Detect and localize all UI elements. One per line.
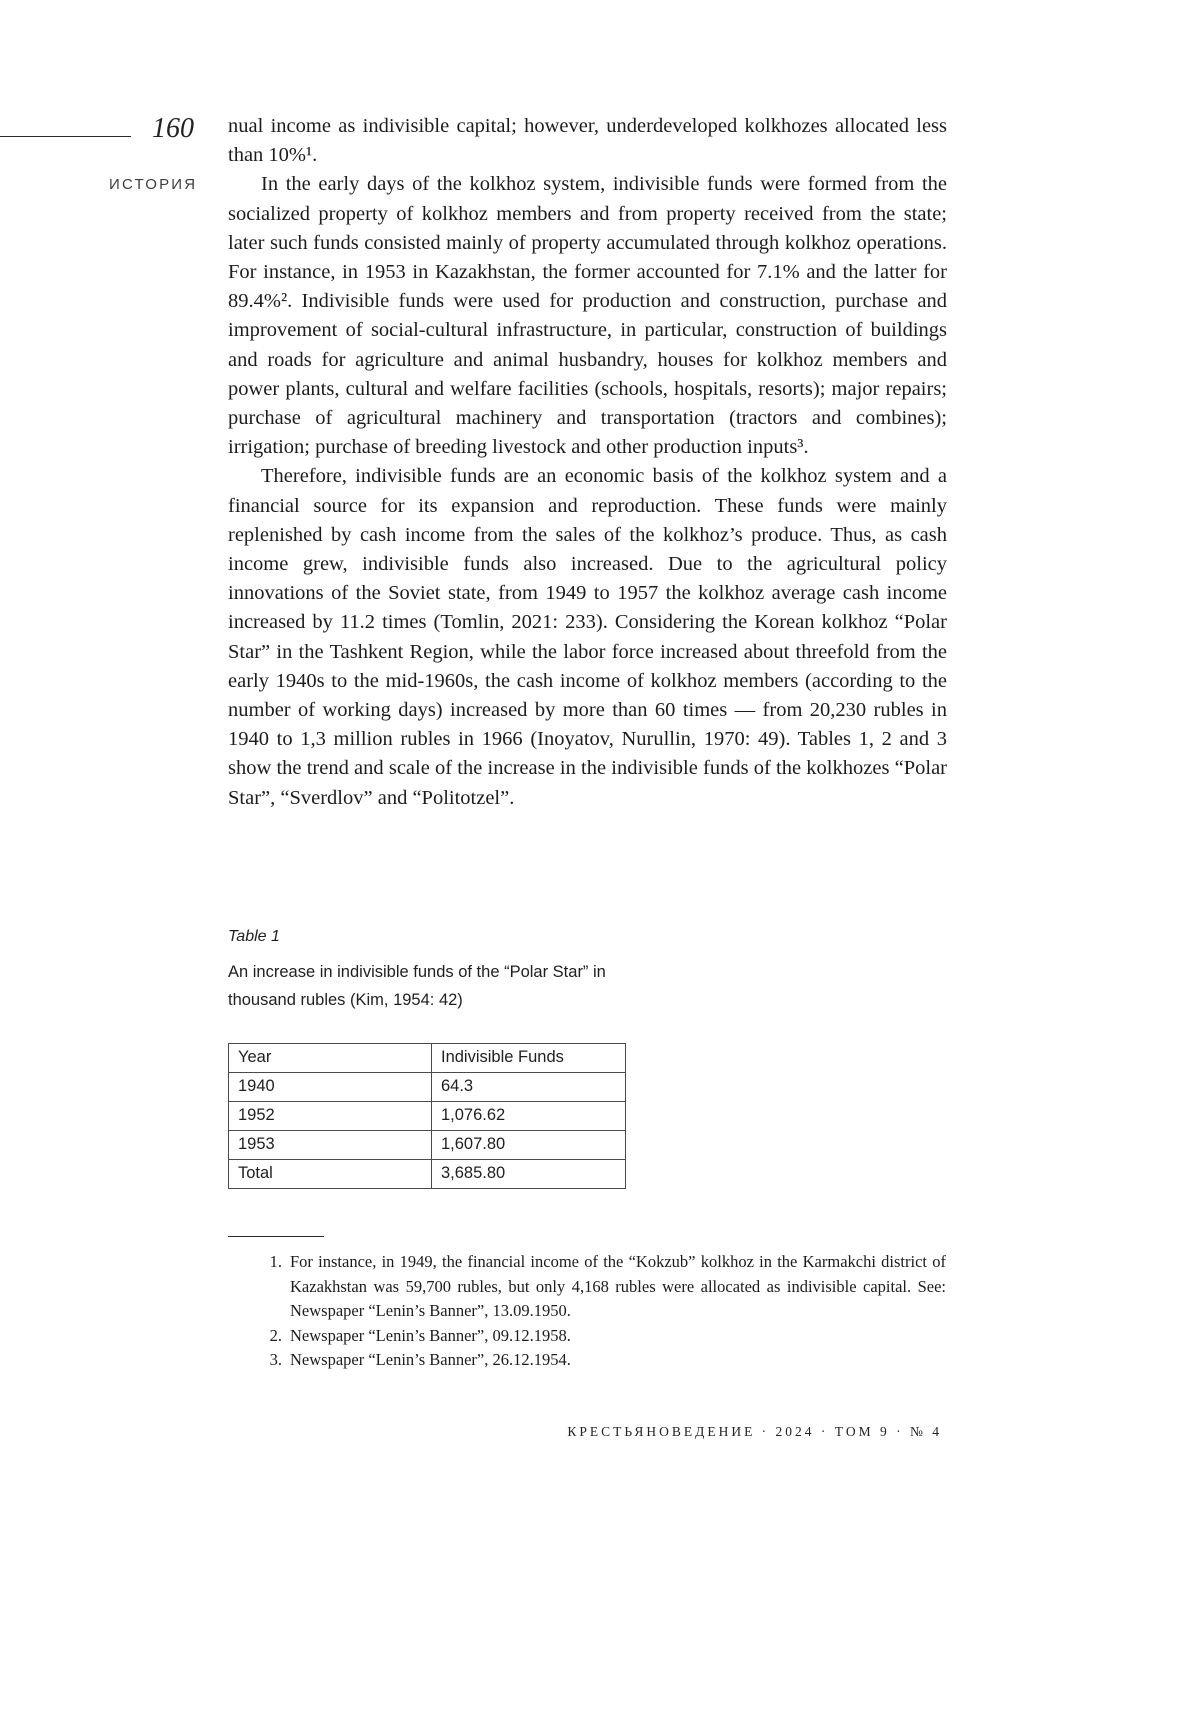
- table-caption: An increase in indivisible funds of the “Polar Star” in thousand rubles (Kim, 1954: 42): [228, 963, 606, 1009]
- article-body: [228, 112, 947, 813]
- table-cell: 1952: [229, 1102, 432, 1131]
- paragraph: In the early days of the kolkhoz system, indivisible funds were formed from the socialized property of kolkhoz members and from property received from the state; later such funds consisted mainly of property accumulated through kolkhoz operations. For instance, in 1953 in Kazakhstan, the former accounted for 7.1% and the latter for 89.4%². Indivisible funds were used for production and construction, purchase and improvement of social-cultural infrastructure, in particular, construction of buildings and roads for agriculture and animal husbandry, houses for kolkhoz members and power plants, cultural and welfare facilities (schools, hospitals, resorts); major repairs; purchase of agricultural machinery and transportation (tractors and combines); irrigation; purchase of breeding livestock and other production inputs³.: [228, 173, 947, 459]
- table-header-row: [229, 1044, 626, 1073]
- journal-footer: КРЕСТЬЯНОВЕДЕНИЕ · 2024 · ТОМ 9 · № 4: [567, 1424, 942, 1439]
- table-label: Table 1: [228, 928, 280, 945]
- paragraph: nual income as indivisible capital; however, underdeveloped kolkhozes allocated less than 10%¹.: [228, 115, 947, 167]
- section-label: ИСТОРИЯ: [109, 176, 198, 193]
- footnote: [258, 1348, 946, 1373]
- table-cell: 3,685.80: [432, 1160, 626, 1189]
- table-row: [229, 1131, 626, 1160]
- table-cell: 1,076.62: [432, 1102, 626, 1131]
- footnote-rule: [228, 1236, 324, 1237]
- footnote-text: Newspaper “Lenin’s Banner”, 09.12.1958.: [290, 1325, 571, 1345]
- footnote: [258, 1250, 946, 1324]
- footnote-text: Newspaper “Lenin’s Banner”, 26.12.1954.: [290, 1350, 571, 1370]
- paragraph: Therefore, indivisible funds are an economic basis of the kolkhoz system and a financial source for its expansion and reproduction. These funds were mainly replenished by cash income from the sales of the kolkhoz’s produce. Thus, as cash income grew, indivisible funds also increased. Due to the agricultural policy innovations of the Soviet state, from 1949 to 1957 the kolkhoz average cash income increased by 11.2 times (Tomlin, 2021: 233). Considering the Korean kolkhoz “Polar Star” in the Tashkent Region, while the labor force increased about threefold from the early 1940s to the mid-1960s, the cash income of kolkhoz members (according to the number of working days) increased by more than 60 times — from 20,230 rubles in 1940 to 1,3 million rubles in 1966 (Inoyatov, Nurullin, 1970: 49). Tables 1, 2 and 3 show the trend and scale of the increase in the indivisible funds of the kolkhozes “Polar Star”, “Sverdlov” and “Politotzel”.: [228, 465, 947, 809]
- footnote-number: 2.: [269, 1325, 282, 1345]
- footnotes: [258, 1250, 946, 1373]
- page-number: 160: [152, 113, 194, 144]
- table-cell: Total: [229, 1160, 432, 1189]
- table-header-year: Year: [229, 1044, 432, 1073]
- footnote: [258, 1324, 946, 1349]
- table-header-funds: Indivisible Funds: [432, 1044, 626, 1073]
- table-cell: 1953: [229, 1131, 432, 1160]
- table-row: [229, 1160, 626, 1189]
- table-row: [229, 1102, 626, 1131]
- header-rule: [0, 136, 131, 137]
- footnote-number: 1.: [269, 1252, 282, 1271]
- table-cell: 1,607.80: [432, 1131, 626, 1160]
- table-cell: 64.3: [432, 1073, 626, 1102]
- table-cell: 1940: [229, 1073, 432, 1102]
- footnote-text: For instance, in 1949, the financial income of the “Kokzub” kolkhoz in the Karmakchi district of Kazakhstan was 59,700 rubles, but only 4,168 rubles were allocated as indivisible capital. See: Newspaper “Lenin’s Banner”, 13.09.1950.: [290, 1252, 946, 1321]
- table-row: [229, 1073, 626, 1102]
- footnote-number: 3.: [269, 1350, 282, 1370]
- indivisible-funds-table: [228, 1043, 626, 1189]
